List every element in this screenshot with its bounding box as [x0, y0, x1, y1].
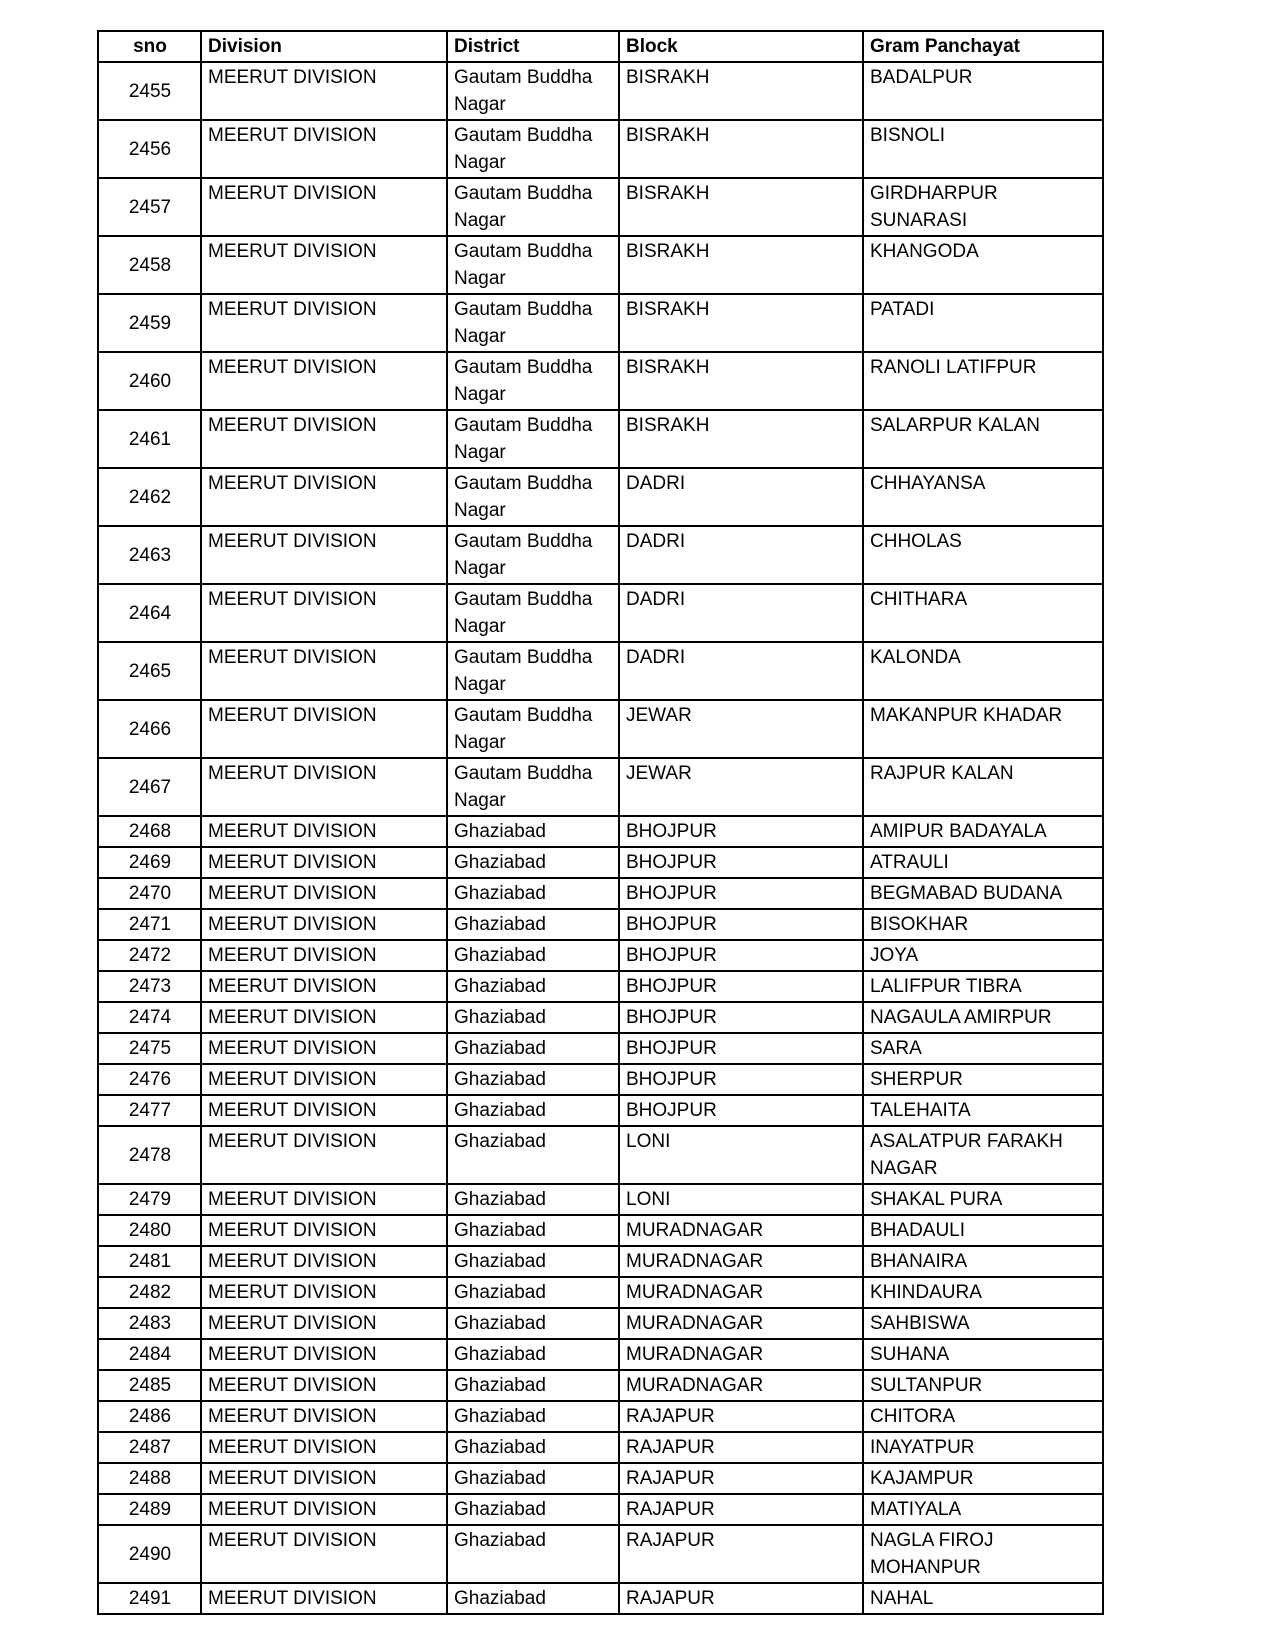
cell-gram-panchayat: RAJPUR KALAN — [863, 758, 1103, 816]
cell-sno: 2463 — [98, 526, 201, 584]
cell-gram-panchayat: BISOKHAR — [863, 909, 1103, 940]
cell-district: Ghaziabad — [447, 847, 619, 878]
cell-block: BHOJPUR — [619, 971, 863, 1002]
cell-gram-panchayat: TALEHAITA — [863, 1095, 1103, 1126]
cell-division: MEERUT DIVISION — [201, 1463, 447, 1494]
cell-sno: 2475 — [98, 1033, 201, 1064]
cell-block: RAJAPUR — [619, 1583, 863, 1614]
cell-district: Gautam Buddha Nagar — [447, 584, 619, 642]
table-row — [98, 1126, 1103, 1184]
table-row — [98, 1095, 1103, 1126]
cell-block: JEWAR — [619, 758, 863, 816]
cell-district: Ghaziabad — [447, 1002, 619, 1033]
cell-sno: 2462 — [98, 468, 201, 526]
cell-division: MEERUT DIVISION — [201, 1126, 447, 1184]
cell-district: Gautam Buddha Nagar — [447, 352, 619, 410]
cell-division: MEERUT DIVISION — [201, 847, 447, 878]
cell-gram-panchayat: CHHOLAS — [863, 526, 1103, 584]
cell-district: Gautam Buddha Nagar — [447, 758, 619, 816]
cell-block: MURADNAGAR — [619, 1339, 863, 1370]
cell-block: DADRI — [619, 642, 863, 700]
table-row — [98, 584, 1103, 642]
cell-block: RAJAPUR — [619, 1494, 863, 1525]
cell-sno: 2477 — [98, 1095, 201, 1126]
cell-division: MEERUT DIVISION — [201, 1583, 447, 1614]
table-row — [98, 1277, 1103, 1308]
cell-district: Ghaziabad — [447, 1525, 619, 1583]
cell-sno: 2476 — [98, 1064, 201, 1095]
cell-district: Ghaziabad — [447, 1432, 619, 1463]
cell-district: Gautam Buddha Nagar — [447, 236, 619, 294]
cell-gram-panchayat: NAGAULA AMIRPUR — [863, 1002, 1103, 1033]
cell-block: DADRI — [619, 584, 863, 642]
cell-district: Gautam Buddha Nagar — [447, 178, 619, 236]
cell-sno: 2490 — [98, 1525, 201, 1583]
cell-gram-panchayat: KALONDA — [863, 642, 1103, 700]
cell-district: Ghaziabad — [447, 1184, 619, 1215]
cell-sno: 2459 — [98, 294, 201, 352]
cell-gram-panchayat: CHHAYANSA — [863, 468, 1103, 526]
cell-division: MEERUT DIVISION — [201, 878, 447, 909]
cell-sno: 2472 — [98, 940, 201, 971]
table-row — [98, 1432, 1103, 1463]
cell-district: Gautam Buddha Nagar — [447, 526, 619, 584]
cell-sno: 2479 — [98, 1184, 201, 1215]
table-row — [98, 1525, 1103, 1583]
table-row — [98, 1308, 1103, 1339]
cell-division: MEERUT DIVISION — [201, 700, 447, 758]
table-row — [98, 1339, 1103, 1370]
table-row — [98, 178, 1103, 236]
cell-district: Gautam Buddha Nagar — [447, 410, 619, 468]
cell-block: BHOJPUR — [619, 816, 863, 847]
cell-gram-panchayat: MATIYALA — [863, 1494, 1103, 1525]
cell-division: MEERUT DIVISION — [201, 816, 447, 847]
cell-gram-panchayat: GIRDHARPUR SUNARASI — [863, 178, 1103, 236]
cell-gram-panchayat: SUHANA — [863, 1339, 1103, 1370]
cell-sno: 2458 — [98, 236, 201, 294]
cell-gram-panchayat: KHANGODA — [863, 236, 1103, 294]
table-row — [98, 468, 1103, 526]
cell-block: BISRAKH — [619, 352, 863, 410]
cell-division: MEERUT DIVISION — [201, 410, 447, 468]
table-row — [98, 410, 1103, 468]
table-row — [98, 236, 1103, 294]
cell-district: Ghaziabad — [447, 940, 619, 971]
cell-block: BISRAKH — [619, 294, 863, 352]
cell-block: LONI — [619, 1126, 863, 1184]
cell-sno: 2478 — [98, 1126, 201, 1184]
cell-gram-panchayat: BHANAIRA — [863, 1246, 1103, 1277]
cell-sno: 2488 — [98, 1463, 201, 1494]
cell-block: BHOJPUR — [619, 847, 863, 878]
cell-district: Ghaziabad — [447, 1401, 619, 1432]
cell-sno: 2474 — [98, 1002, 201, 1033]
cell-division: MEERUT DIVISION — [201, 971, 447, 1002]
cell-division: MEERUT DIVISION — [201, 1308, 447, 1339]
cell-block: MURADNAGAR — [619, 1277, 863, 1308]
cell-division: MEERUT DIVISION — [201, 940, 447, 971]
cell-division: MEERUT DIVISION — [201, 1064, 447, 1095]
cell-division: MEERUT DIVISION — [201, 1277, 447, 1308]
cell-district: Ghaziabad — [447, 1370, 619, 1401]
cell-block: MURADNAGAR — [619, 1215, 863, 1246]
cell-division: MEERUT DIVISION — [201, 1525, 447, 1583]
cell-division: MEERUT DIVISION — [201, 1215, 447, 1246]
table-row — [98, 909, 1103, 940]
cell-district: Ghaziabad — [447, 1494, 619, 1525]
cell-sno: 2468 — [98, 816, 201, 847]
cell-sno: 2485 — [98, 1370, 201, 1401]
table-row — [98, 1184, 1103, 1215]
cell-block: BISRAKH — [619, 178, 863, 236]
cell-district: Ghaziabad — [447, 1246, 619, 1277]
cell-block: RAJAPUR — [619, 1525, 863, 1583]
cell-division: MEERUT DIVISION — [201, 584, 447, 642]
cell-division: MEERUT DIVISION — [201, 120, 447, 178]
cell-gram-panchayat: BISNOLI — [863, 120, 1103, 178]
cell-district: Gautam Buddha Nagar — [447, 700, 619, 758]
cell-block: BHOJPUR — [619, 909, 863, 940]
cell-sno: 2491 — [98, 1583, 201, 1614]
cell-block: BISRAKH — [619, 120, 863, 178]
cell-division: MEERUT DIVISION — [201, 1370, 447, 1401]
cell-gram-panchayat: BADALPUR — [863, 62, 1103, 120]
header-row — [98, 31, 1103, 62]
cell-division: MEERUT DIVISION — [201, 1002, 447, 1033]
cell-district: Ghaziabad — [447, 1277, 619, 1308]
table-row — [98, 700, 1103, 758]
cell-district: Ghaziabad — [447, 1126, 619, 1184]
cell-sno: 2481 — [98, 1246, 201, 1277]
cell-division: MEERUT DIVISION — [201, 1494, 447, 1525]
cell-sno: 2465 — [98, 642, 201, 700]
cell-sno: 2455 — [98, 62, 201, 120]
cell-block: LONI — [619, 1184, 863, 1215]
table-row — [98, 847, 1103, 878]
table-row — [98, 642, 1103, 700]
cell-sno: 2484 — [98, 1339, 201, 1370]
cell-district: Gautam Buddha Nagar — [447, 120, 619, 178]
panchayat-table — [97, 30, 1104, 1615]
cell-division: MEERUT DIVISION — [201, 1184, 447, 1215]
cell-sno: 2469 — [98, 847, 201, 878]
header-sno: sno — [98, 31, 201, 62]
cell-block: DADRI — [619, 526, 863, 584]
cell-gram-panchayat: SARA — [863, 1033, 1103, 1064]
table-row — [98, 1583, 1103, 1614]
cell-district: Ghaziabad — [447, 1064, 619, 1095]
table-row — [98, 971, 1103, 1002]
cell-block: DADRI — [619, 468, 863, 526]
table-row — [98, 1002, 1103, 1033]
cell-district: Ghaziabad — [447, 1583, 619, 1614]
cell-sno: 2466 — [98, 700, 201, 758]
cell-district: Ghaziabad — [447, 878, 619, 909]
cell-sno: 2480 — [98, 1215, 201, 1246]
cell-gram-panchayat: INAYATPUR — [863, 1432, 1103, 1463]
cell-block: BISRAKH — [619, 236, 863, 294]
cell-gram-panchayat: LALIFPUR TIBRA — [863, 971, 1103, 1002]
cell-block: BHOJPUR — [619, 1064, 863, 1095]
cell-gram-panchayat: BHADAULI — [863, 1215, 1103, 1246]
cell-block: BHOJPUR — [619, 1095, 863, 1126]
cell-district: Ghaziabad — [447, 1215, 619, 1246]
cell-division: MEERUT DIVISION — [201, 909, 447, 940]
cell-gram-panchayat: AMIPUR BADAYALA — [863, 816, 1103, 847]
cell-gram-panchayat: JOYA — [863, 940, 1103, 971]
cell-division: MEERUT DIVISION — [201, 1095, 447, 1126]
cell-gram-panchayat: NAHAL — [863, 1583, 1103, 1614]
cell-division: MEERUT DIVISION — [201, 178, 447, 236]
cell-division: MEERUT DIVISION — [201, 352, 447, 410]
cell-division: MEERUT DIVISION — [201, 1033, 447, 1064]
cell-gram-panchayat: CHITHARA — [863, 584, 1103, 642]
cell-block: BHOJPUR — [619, 1002, 863, 1033]
cell-block: MURADNAGAR — [619, 1246, 863, 1277]
cell-district: Gautam Buddha Nagar — [447, 468, 619, 526]
cell-gram-panchayat: NAGLA FIROJ MOHANPUR — [863, 1525, 1103, 1583]
table-header — [98, 31, 1103, 62]
cell-block: BISRAKH — [619, 410, 863, 468]
cell-district: Ghaziabad — [447, 1339, 619, 1370]
table-row — [98, 816, 1103, 847]
cell-division: MEERUT DIVISION — [201, 1401, 447, 1432]
table-row — [98, 1246, 1103, 1277]
table-row — [98, 1463, 1103, 1494]
cell-sno: 2456 — [98, 120, 201, 178]
cell-gram-panchayat: RANOLI LATIFPUR — [863, 352, 1103, 410]
table-row — [98, 1401, 1103, 1432]
cell-block: MURADNAGAR — [619, 1370, 863, 1401]
cell-sno: 2489 — [98, 1494, 201, 1525]
cell-district: Ghaziabad — [447, 1095, 619, 1126]
cell-division: MEERUT DIVISION — [201, 1432, 447, 1463]
cell-sno: 2483 — [98, 1308, 201, 1339]
cell-sno: 2464 — [98, 584, 201, 642]
table-row — [98, 294, 1103, 352]
cell-sno: 2467 — [98, 758, 201, 816]
cell-division: MEERUT DIVISION — [201, 642, 447, 700]
cell-district: Ghaziabad — [447, 816, 619, 847]
header-gram-panchayat: Gram Panchayat — [863, 31, 1103, 62]
cell-gram-panchayat: PATADI — [863, 294, 1103, 352]
cell-district: Gautam Buddha Nagar — [447, 294, 619, 352]
cell-gram-panchayat: SHERPUR — [863, 1064, 1103, 1095]
cell-gram-panchayat: SAHBISWA — [863, 1308, 1103, 1339]
cell-gram-panchayat: MAKANPUR KHADAR — [863, 700, 1103, 758]
cell-division: MEERUT DIVISION — [201, 468, 447, 526]
table-row — [98, 1064, 1103, 1095]
table-row — [98, 62, 1103, 120]
table-row — [98, 352, 1103, 410]
cell-gram-panchayat: CHITORA — [863, 1401, 1103, 1432]
cell-district: Ghaziabad — [447, 1033, 619, 1064]
cell-block: RAJAPUR — [619, 1463, 863, 1494]
cell-block: JEWAR — [619, 700, 863, 758]
table-row — [98, 1494, 1103, 1525]
header-block: Block — [619, 31, 863, 62]
cell-district: Gautam Buddha Nagar — [447, 62, 619, 120]
table-row — [98, 758, 1103, 816]
cell-sno: 2471 — [98, 909, 201, 940]
table-row — [98, 1033, 1103, 1064]
table-body — [98, 62, 1103, 1614]
cell-sno: 2460 — [98, 352, 201, 410]
table-row — [98, 940, 1103, 971]
cell-division: MEERUT DIVISION — [201, 62, 447, 120]
cell-division: MEERUT DIVISION — [201, 1246, 447, 1277]
table-row — [98, 878, 1103, 909]
cell-sno: 2482 — [98, 1277, 201, 1308]
cell-sno: 2486 — [98, 1401, 201, 1432]
cell-gram-panchayat: ASALATPUR FARAKH NAGAR — [863, 1126, 1103, 1184]
cell-district: Ghaziabad — [447, 1308, 619, 1339]
cell-division: MEERUT DIVISION — [201, 294, 447, 352]
cell-gram-panchayat: KAJAMPUR — [863, 1463, 1103, 1494]
cell-block: BHOJPUR — [619, 1033, 863, 1064]
cell-gram-panchayat: KHINDAURA — [863, 1277, 1103, 1308]
cell-block: BHOJPUR — [619, 878, 863, 909]
cell-division: MEERUT DIVISION — [201, 526, 447, 584]
cell-gram-panchayat: SULTANPUR — [863, 1370, 1103, 1401]
cell-district: Gautam Buddha Nagar — [447, 642, 619, 700]
cell-division: MEERUT DIVISION — [201, 758, 447, 816]
cell-district: Ghaziabad — [447, 909, 619, 940]
cell-gram-panchayat: SHAKAL PURA — [863, 1184, 1103, 1215]
cell-division: MEERUT DIVISION — [201, 1339, 447, 1370]
cell-block: BHOJPUR — [619, 940, 863, 971]
cell-gram-panchayat: ATRAULI — [863, 847, 1103, 878]
cell-block: RAJAPUR — [619, 1401, 863, 1432]
header-division: Division — [201, 31, 447, 62]
header-district: District — [447, 31, 619, 62]
cell-sno: 2487 — [98, 1432, 201, 1463]
table-row — [98, 526, 1103, 584]
cell-gram-panchayat: BEGMABAD BUDANA — [863, 878, 1103, 909]
cell-block: BISRAKH — [619, 62, 863, 120]
cell-block: MURADNAGAR — [619, 1308, 863, 1339]
cell-block: RAJAPUR — [619, 1432, 863, 1463]
table-row — [98, 1370, 1103, 1401]
cell-sno: 2457 — [98, 178, 201, 236]
cell-sno: 2461 — [98, 410, 201, 468]
cell-district: Ghaziabad — [447, 1463, 619, 1494]
cell-sno: 2470 — [98, 878, 201, 909]
cell-sno: 2473 — [98, 971, 201, 1002]
table-row — [98, 120, 1103, 178]
table-row — [98, 1215, 1103, 1246]
cell-division: MEERUT DIVISION — [201, 236, 447, 294]
cell-gram-panchayat: SALARPUR KALAN — [863, 410, 1103, 468]
cell-district: Ghaziabad — [447, 971, 619, 1002]
